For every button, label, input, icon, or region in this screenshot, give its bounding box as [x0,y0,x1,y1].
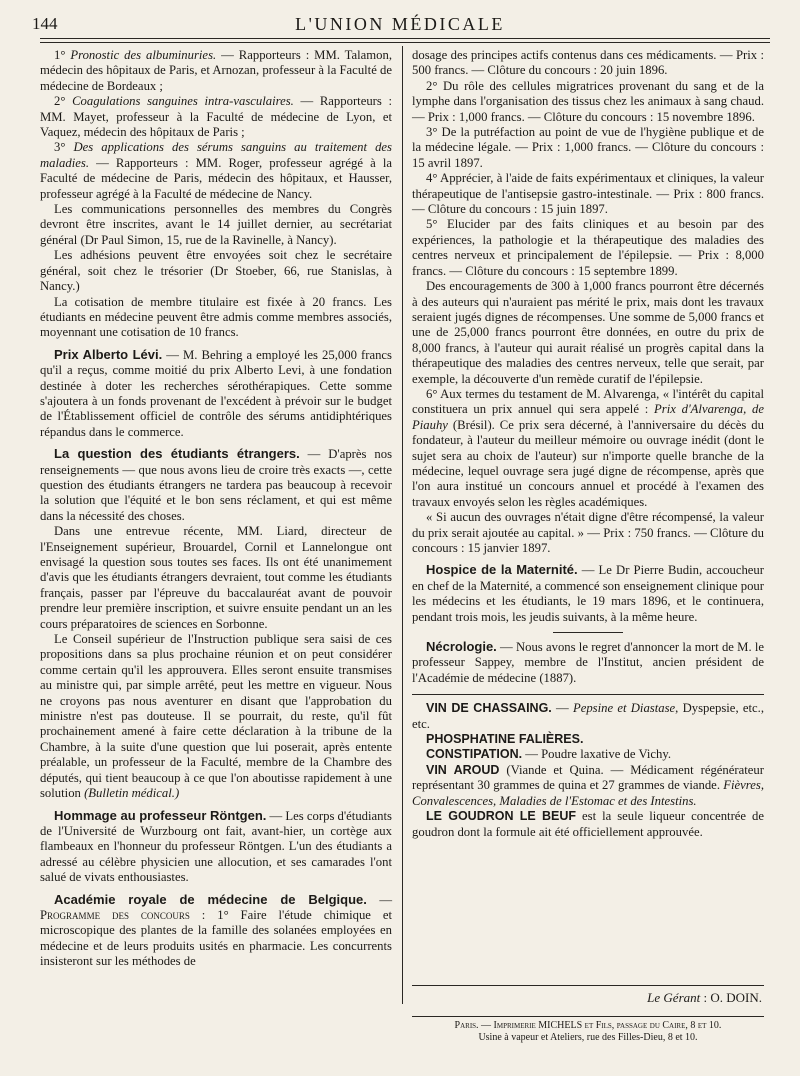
imprint-line: Paris. — Imprimerie MICHELS et Fils, passage du Caire, 8 et 10. [454,1020,722,1031]
section-title: Prix Alberto Lévi. [54,346,163,362]
topic-1: 1° Pronostic des albuminuries. — Rapporteurs : MM. Talamon, médecin des hôpitaux de Paris, et Arnozan, professeur à la Faculté de médecine de Bordeaux ; [40,48,393,93]
section-title: La question des étudiants étrangers. [54,446,300,462]
question-2: 2° Du rôle des cellules migratrices provenant du sang et de la lymphe dans l'organisation des tissus chez les animaux à sang chaud. — Prix : 1,000 francs. — Clôture du concours : 15 novembre 1896. [412,78,764,124]
section-academie-belgique: Académie royale de médecine de Belgique. — Programme des concours : 1° Faire l'étude chimique et microscopique des plantes de la famille des solanées employées en médecine et de leurs produits usités en pharmacie. Les concurrents insisteront sur les méthodes de [40,891,393,969]
section-etudiants: La question des étudiants étrangers. — D'après nos renseignements — que nous avons lieu de croire très exacts —, cette question des étudiants étrangers ne tardera pas beaucoup à recevoir la solution que l'équité et le bon sens réclament, et qui est même dans la nécessité des choses. [40,446,393,523]
section-separator [553,632,623,633]
source-citation: (Bulletin médical.) [84,786,180,801]
header-rule [40,38,770,39]
para-adhesions: Les adhésions peuvent être envoyées soit chez le secrétaire général, soit chez le trésorier (Dr Stoeber, 66, rue Stanislas, à Nancy.) [40,248,392,294]
para-entrevue: Dans une entrevue récente, MM. Liard, directeur de l'Enseignement supérieur, Brouardel, Cornil et Lannelongue ont envisagé la question sous toutes ses faces. Ils ont été unanimement d'avis que les étudiants étrangers devraient, tout comme les étudiants français, passer par l'épreuve du baccalauréat avant de pouvoir prendre leur première inscription, et suivre ensuite pendant un an les cours préparatoires de sciences en Sorbonne. [40,524,392,631]
question-6: 6° Aux termes du testament de M. Alvarenga, « l'intérêt du capital constituera un prix annuel qui sera appelé : Prix d'Alvarenga, de Piauhy (Brésil). Ce prix sera décerné, à l'anniversaire du décès du fondateur, à l'auteur du meilleur mémoire ou ouvrage inédit (dont le sujet sera au choix de l'auteur) sur n'importe quelle branche de la médecine, lequel ouvrage sera jugé digne de récompense, après que l'on aura institué un concours annuel et procédé à l'examen des travaux envoyés selon les règles académiques. [412,386,764,509]
page-header [30,10,770,36]
section-title: Académie royale de médecine de Belgique. [54,891,367,907]
gerant-line: Le Gérant : O. DOIN. [647,990,762,1005]
question-3: 3° De la putréfaction au point de vue de l'hygiène publique et de la médecine légale. — Prix : 1,000 francs. — Clôture du concours : 15 avril 1897. [412,125,764,170]
header-rule-thin [40,42,770,43]
para-cotisation: La cotisation de membre titulaire est fixée à 20 francs. Les étudiants en médecine peuvent être admis comme membres associés, moyennant une cotisation de 10 francs. [40,294,392,340]
left-column [40,48,392,970]
footer-rule [412,985,764,986]
imprint-line: Usine à vapeur et Ateliers, rue des Filles-Dieu, 8 et 10. [478,1032,698,1043]
ad-vin-aroud: VIN AROUD (Viande et Quina. — Médicament régénérateur représentant 30 grammes de quina et 27 grammes de viande. Fièvres, Convalescences, Maladies de l'Estomac et des Intestins. [412,762,764,808]
section-rontgen: Hommage au professeur Röntgen. — Les corps d'étudiants de l'Université de Wurzbourg ont fait, avant-hier, un cortège aux flambeaux en l'honneur du professeur Röntgen. L'un des étudiants a adressé au célèbre physicien une allocution, et ses camarades l'ont salué de vivats enthousiastes. [40,807,392,885]
ad-goudron: LE GOUDRON LE BEUF est la seule liqueur concentrée de goudron dont la formule ait été officiellement approuvée. [412,809,764,839]
section-title: Nécrologie. [426,639,497,655]
section-maternite: Hospice de la Maternité. — Le Dr Pierre Budin, accoucheur en chef de la Maternité, a commencé son enseignement clinique pour les médecins et les étudiants, le 19 mars 1896, et le continuera, pendant trois mois, les jeudis suivants, à la même heure. [412,562,764,624]
section-title: Hommage au professeur Röntgen. [54,807,267,823]
topic-2: 2° Coagulations sanguines intra-vasculaires. — Rapporteurs : MM. Mayet, professeur à la Faculté de médecine de Lyon, et Vaquez, médecin des hôpitaux de Paris ; [40,94,392,140]
question-5: 5° Elucider par des faits cliniques et au besoin par des expériences, la pathologie et la thérapeutique des maladies des centres nerveux et principalement de l'épilepsie. — Prix : 8,000 francs. — Clôture du concours : 15 septembre 1899. [412,217,764,278]
advertisements [412,701,764,840]
para-alvarenga-quote: « Si aucun des ouvrages n'était digne d'être récompensé, la valeur du prix serait ajoutée au capital. » — Prix : 750 francs. — Clôture du concours : 15 janvier 1897. [412,510,764,555]
journal-title: L'UNION MÉDICALE [295,14,505,34]
section-necrologie: Nécrologie. — Nous avons le regret d'annoncer la mort de M. le professeur Sappey, membre de l'Institut, ancien président de l'Académie de médecine (1887). [412,639,764,685]
para-continuation: dosage des principes actifs contenus dans ces médicaments. — Prix : 500 francs. — Clôture du concours : 20 juin 1896. [412,48,764,78]
section-prix-levi: Prix Alberto Lévi. — M. Behring a employé les 25,000 francs qu'il a reçus, comme moitié du prix Alberto Levi, à une fondation destinée à doter les recherches sérothérapiques. Cette somme s'ajoutera à un fonds provenant de l'excédent à prévoir sur le budget de l'Établissement officiel de contrôle des sérums antidiphtériques répandus dans le commerce. [40,346,392,439]
ad-chassaing: VIN DE CHASSAING. — Pepsine et Diastase, Dyspepsie, etc., etc. [412,701,764,731]
column-divider [402,46,403,1004]
topic-3: 3° Des applications des sérums sanguins au traitement des maladies. — Rapporteurs : MM. Roger, professeur agrégé à la Faculté de médecine de Paris, médecin des hôpitaux, et Hausser, professeur agrégé à la Faculté de médecine de Nancy. [40,140,392,201]
para-conseil: Le Conseil supérieur de l'Instruction publique sera saisi de ces propositions dans sa plus prochaine réunion et on peut considérer comme certain qu'il les approuvera. Elles seront ensuite transmises au ministre qui, par simple arrêté, peut les mettre en vigueur. Nous ne croyons pas nous aventurer en disant que l'approbation du ministre n'est pas douteuse. Il se pourrait, du reste, qu'il fût prochainement amené à faire cette déclaration à la tribune de la Chambre, à la suite d'une question que lui poserait, après entente préalable, un professeur de la Faculté, membre de la Chambre des députés, qui tient beaucoup à ce que l'on aboutisse rapidement à une solution (Bulletin médical.) [40,632,392,801]
section-title: Hospice de la Maternité. [426,562,578,578]
para-communications: Les communications personnelles des membres du Congrès devront être inscrites, avant le 14 juillet dernier, au secrétariat général (Dr Paul Simon, 15, rue de la Ravinelle, à Nancy). [40,202,392,247]
printer-imprint [412,1016,764,1044]
ad-constipation: CONSTIPATION. — Poudre laxative de Vichy. [426,747,672,762]
question-4: 4° Apprécier, à l'aide de faits expérimentaux et cliniques, la valeur thérapeutique de l'antisepsie gastro-intestinale. — Prix : 800 francs. — Clôture du concours : 15 juin 1897. [412,171,764,217]
ad-phosphatine: PHOSPHATINE FALIÈRES. [426,732,584,747]
page-number: 144 [32,14,58,33]
para-encouragements: Des encouragements de 300 à 1,000 francs pourront être décernés à des auteurs qui n'auraient pas mérité le prix, mais dont les travaux seraient jugés dignes de récompenses. Une somme de 5,000 francs et une de 25,000 francs pourront être données, en outre du prix de 8,000 francs, à l'auteur qui aurait réalisé un progrès capital dans la thérapeutique des maladies des centres nerveux, telle que serait, par exemple, la découverte d'un remède curatif de l'épilepsie. [412,279,764,386]
ads-separator [412,694,764,695]
right-column [412,48,764,840]
